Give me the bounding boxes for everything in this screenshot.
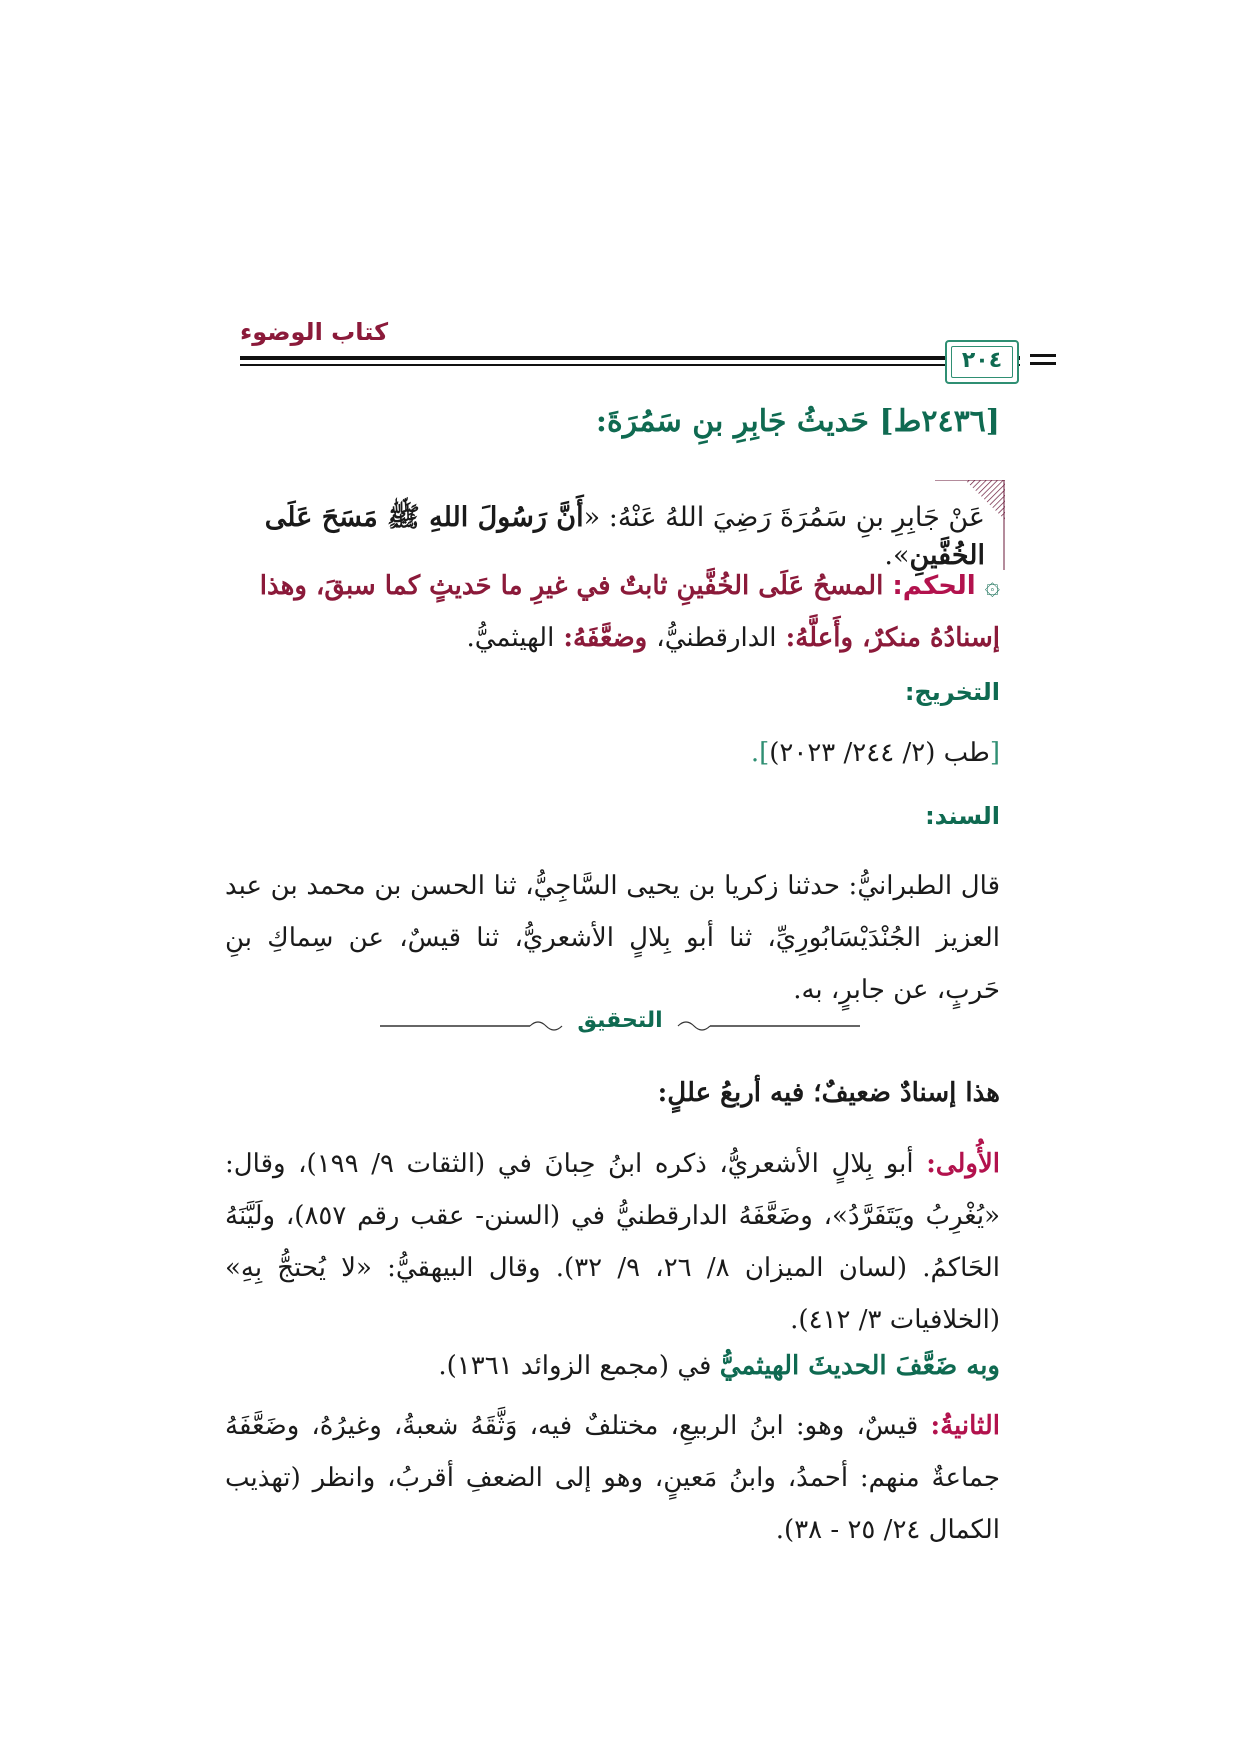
ruling-label: الحكم: <box>892 571 976 601</box>
hadith-end: ». <box>884 540 910 571</box>
tahqiq-heading: التحقيق <box>577 1008 663 1033</box>
hadith-matn: أَنَّ رَسُولَ اللهِ ﷺ مَسَحَ عَلَى الخُفَّينِ <box>264 502 985 571</box>
section-title: [٢٤٣٦ط] حَديثُ جَابِرِ بنِ سَمُرَةَ: <box>595 404 1000 439</box>
hadith-intro: عَنْ جَابِرِ بنِ سَمُرَةَ رَضِيَ اللهُ عَنْهُ: « <box>583 502 985 533</box>
haythami-label: وبه ضَعَّفَ الحديثَ الهيثميُّ <box>719 1351 1000 1381</box>
page-number-tick <box>1030 362 1056 365</box>
first-illa-label: الأُولى: <box>926 1149 1001 1179</box>
takhrij-label: التخريج: <box>904 678 1000 706</box>
second-illa-paragraph <box>225 1400 1000 1556</box>
running-header-title: كتاب الوضوء <box>240 318 389 346</box>
sanad-text: قال الطبرانيُّ: حدثنا زكريا بن يحيى السَّاجِيُّ، ثنا الحسن بن محمد بن عبد العزيز الجُنْدَيْسَابُورِيِّ، ثنا أبو بِلالٍ الأشعريُّ، ثنا قيسٌ، عن سِماكِ بنِ حَربٍ، عن جابرٍ، به. <box>225 871 1000 1005</box>
ruling-author-2: الهيثميُّ. <box>466 623 555 653</box>
ruling-paragraph <box>225 560 1000 664</box>
ruling-author-1: الدارقطنيُّ، <box>656 623 777 653</box>
header-rule-thin <box>240 364 1020 366</box>
reference-open-bracket: [ <box>989 738 1000 768</box>
second-illa-label: الثانيةُ: <box>930 1411 1001 1441</box>
sanad-label: السند: <box>925 802 1000 830</box>
ruling-text: المسحُ عَلَى الخُفَّينِ ثابتٌ في غيرِ ما حَديثٍ كما سبقَ، وهذا إسنادُهُ منكرٌ، وأَعلَّهُ: <box>259 571 1000 653</box>
page-number-frame <box>945 340 1019 384</box>
header-rule <box>240 356 1020 360</box>
reference-close-bracket: ]. <box>750 738 770 768</box>
reference-text: طب (٢/ ٢٤٤/ ٢٠٢٣) <box>769 738 990 768</box>
tahqiq-lead: هذا إسنادٌ ضعيفٌ؛ فيه أربعُ عللٍ: <box>657 1078 1000 1108</box>
ruling-text-2: وضعَّفَهُ: <box>563 623 648 653</box>
first-illa-text: أبو بِلالٍ الأشعريُّ، ذكره ابنُ حِبانَ في (الثقات ٩/ ١٩٩)، وقال: «يُغْرِبُ ويَتَفَرَّدُ»، وضَعَّفَهُ الدارقطنيُّ في (السنن- عقب رقم ٨٥٧)، ولَيَّنَهُ الحَاكمُ. (لسان الميزان ٨/ ٢٦، ٩/ ٣٢). وقال البيهقيُّ: «لا يُحتجُّ بِهِ» (الخلافيات ٣/ ٤١٢). <box>225 1149 1001 1335</box>
haythami-paragraph <box>225 1340 1000 1392</box>
takhrij-reference <box>300 738 1000 768</box>
flower-ornament-icon: ۞ <box>984 571 1000 601</box>
first-illa-paragraph <box>225 1138 1000 1346</box>
second-illa-text: قيسٌ، وهو: ابنُ الربيعِ، مختلفٌ فيه، وَثَّقَهُ شعبةُ، وغيرُهُ، وضَعَّفَهُ جماعةٌ منهم: أحمدُ، وابنُ مَعينٍ، وهو إلى الضعفِ أقربُ، وانظر (تهذيب الكمال ٢٤/ ٢٥ - ٣٨). <box>225 1411 1000 1545</box>
haythami-text: في (مجمع الزوائد ١٣٦١). <box>438 1351 712 1381</box>
page-number: ٢٠٤ <box>961 348 1003 373</box>
page-number-tick <box>1030 354 1056 357</box>
